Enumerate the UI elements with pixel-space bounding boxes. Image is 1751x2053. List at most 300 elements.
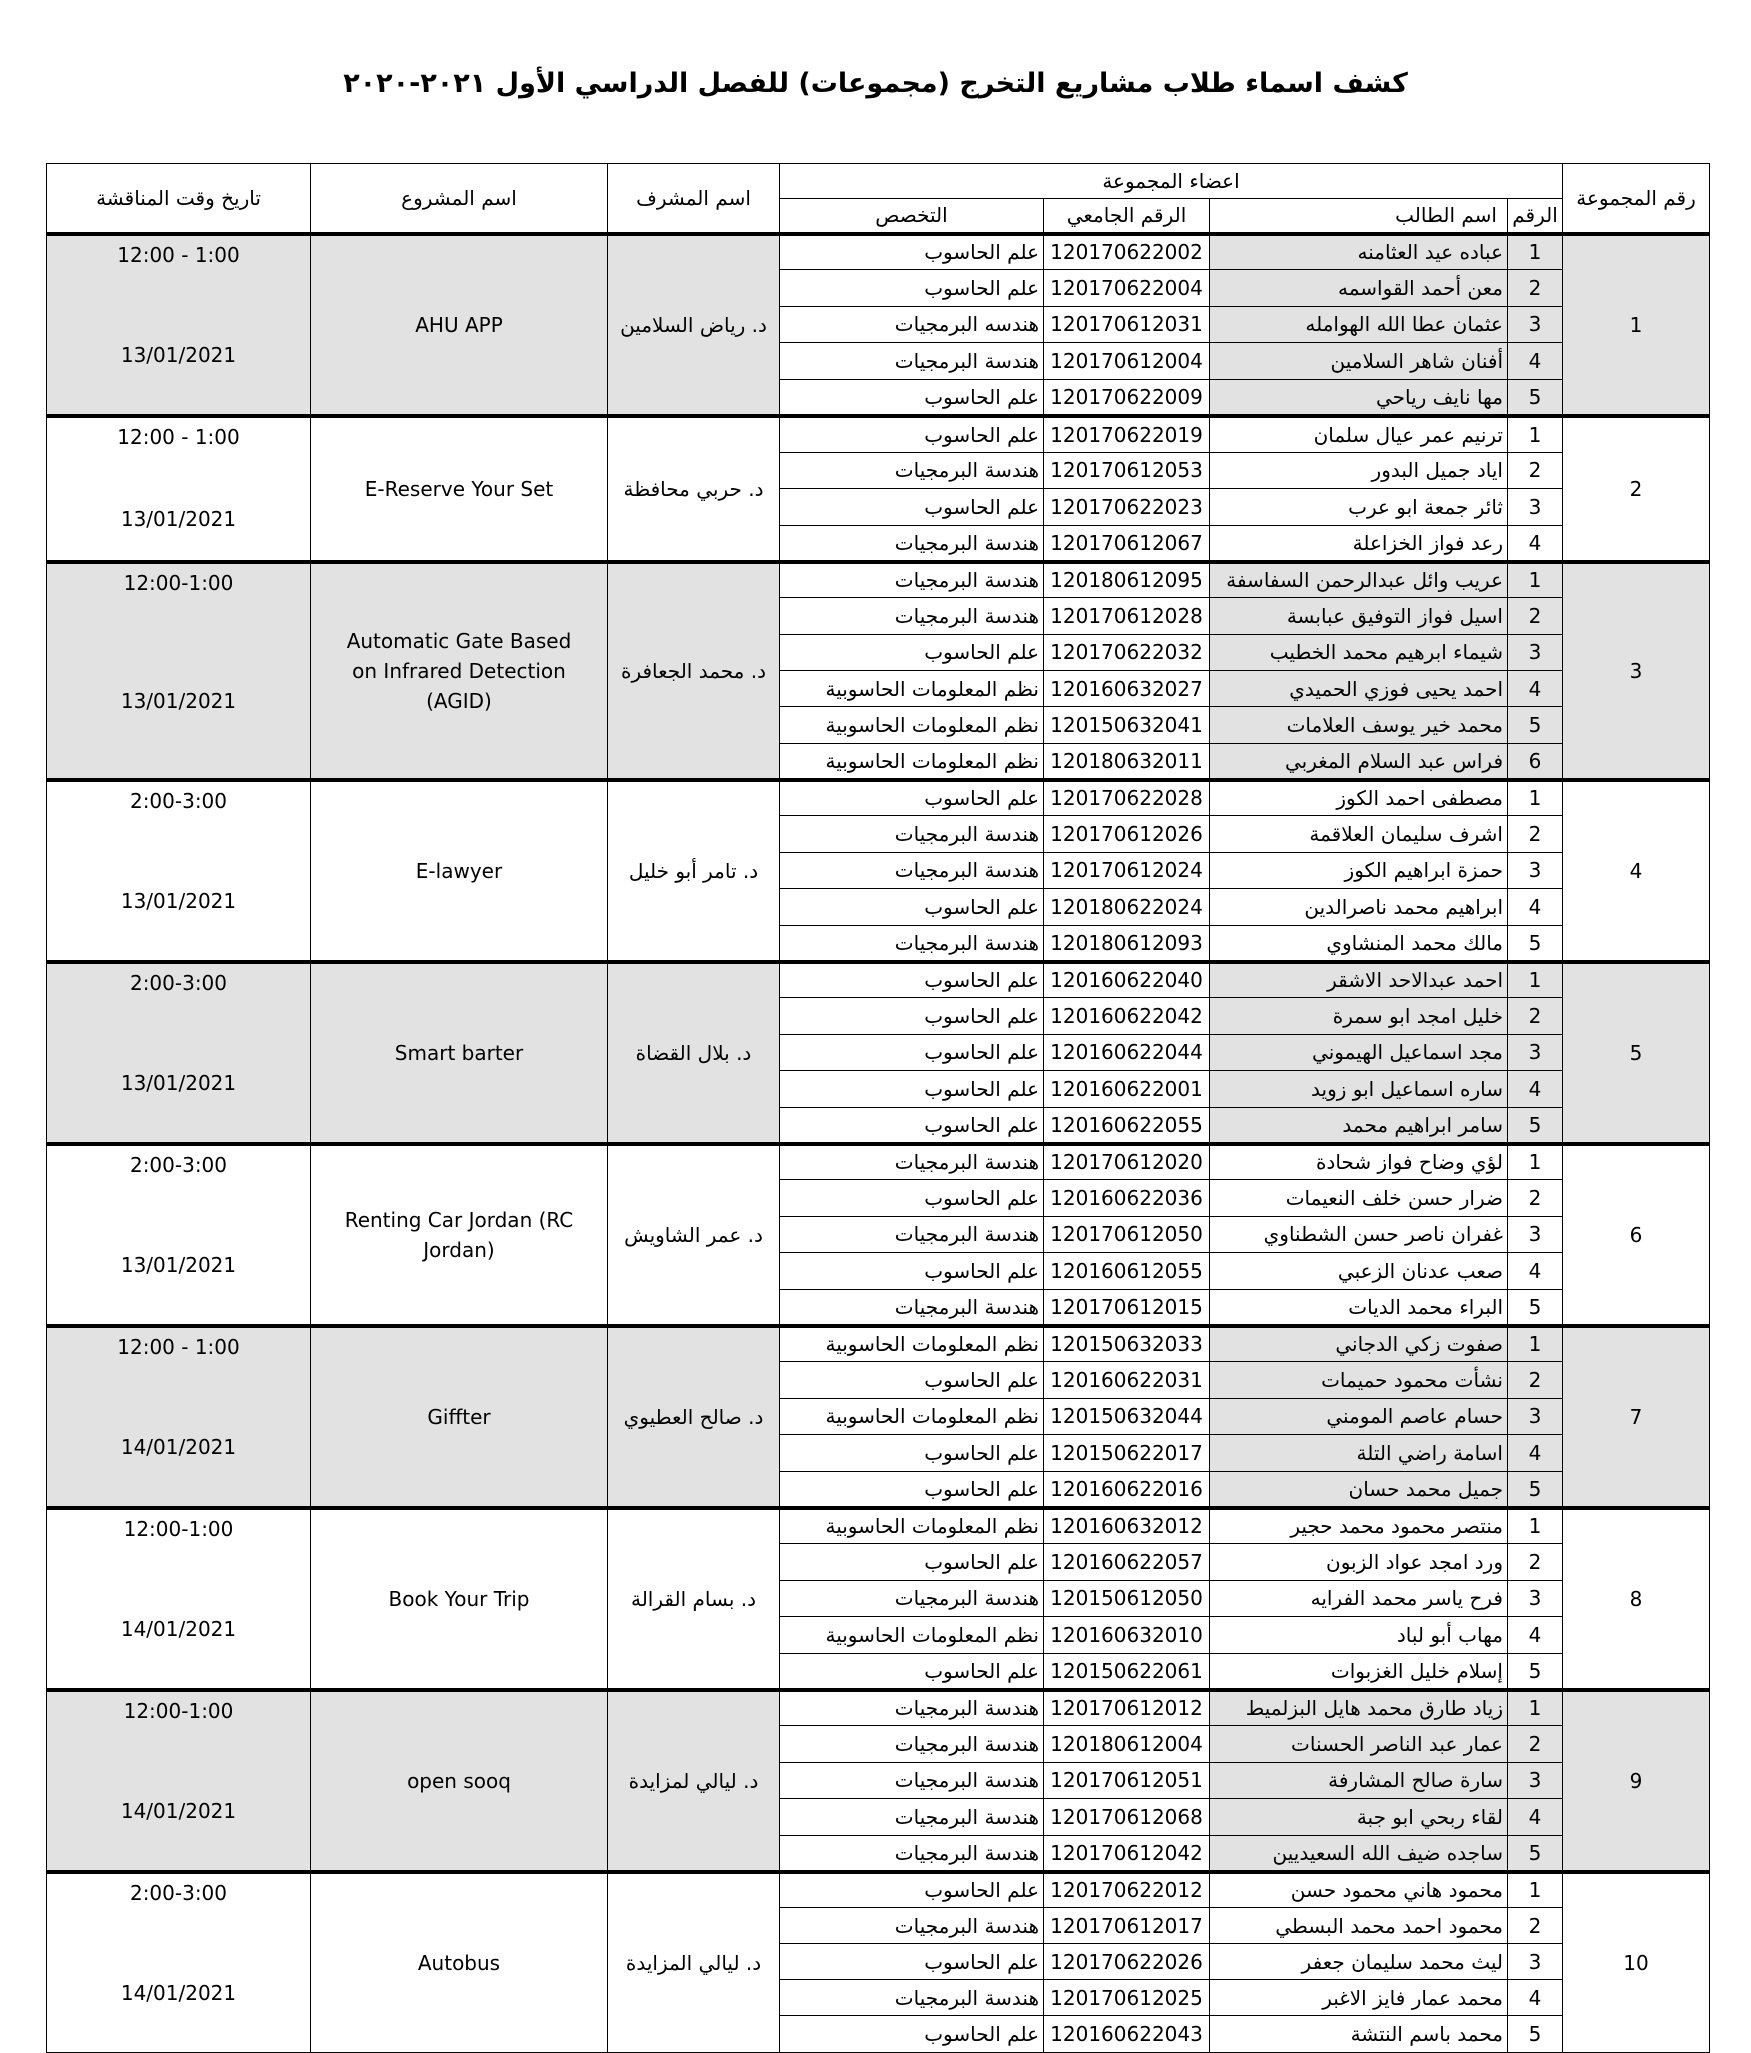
university-id: 120170612031 bbox=[1044, 306, 1210, 342]
student-number: 3 bbox=[1508, 1944, 1563, 1980]
university-id: 120170622004 bbox=[1044, 270, 1210, 306]
student-number: 3 bbox=[1508, 1762, 1563, 1798]
header-members: اعضاء المجموعة bbox=[780, 164, 1563, 199]
student-major: هندسة البرمجيات bbox=[780, 1762, 1044, 1798]
project-name bbox=[311, 416, 608, 562]
university-id: 120160622043 bbox=[1044, 2016, 1210, 2052]
student-major: علم الحاسوب bbox=[780, 1435, 1044, 1471]
group-1 bbox=[47, 234, 1710, 416]
university-id: 120170622002 bbox=[1044, 234, 1210, 270]
discussion-date: 14/01/2021 bbox=[120, 1616, 237, 1641]
discussion-datetime bbox=[47, 1508, 311, 1690]
student-name: اسيل فواز التوفيق عبابسة bbox=[1210, 598, 1508, 634]
student-number: 1 bbox=[1508, 416, 1563, 453]
discussion-time: 12:00 - 1:00 bbox=[117, 242, 240, 267]
discussion-time: 2:00-3:00 bbox=[129, 1880, 228, 1905]
university-id: 120170622012 bbox=[1044, 1872, 1210, 1908]
student-major: نظم المعلومات الحاسوبية bbox=[780, 1326, 1044, 1362]
university-id: 120170622019 bbox=[1044, 416, 1210, 453]
student-name: جميل محمد حسان bbox=[1210, 1471, 1508, 1507]
university-id: 120160622001 bbox=[1044, 1071, 1210, 1107]
student-number: 2 bbox=[1508, 1908, 1563, 1944]
student-name: غفران ناصر حسن الشطناوي bbox=[1210, 1216, 1508, 1252]
university-id: 120150632041 bbox=[1044, 707, 1210, 743]
student-name: ساره اسماعيل ابو زويد bbox=[1210, 1071, 1508, 1107]
project-name bbox=[311, 562, 608, 780]
student-major: نظم المعلومات الحاسوبية bbox=[780, 670, 1044, 706]
discussion-date: 13/01/2021 bbox=[120, 688, 237, 713]
university-id: 120170612067 bbox=[1044, 525, 1210, 562]
university-id: 120160622044 bbox=[1044, 1034, 1210, 1070]
student-name: عمار عبد الناصر الحسنات bbox=[1210, 1726, 1508, 1762]
group-number: 6 bbox=[1563, 1144, 1710, 1326]
discussion-time: 12:00-1:00 bbox=[123, 1516, 234, 1541]
project-name bbox=[311, 1144, 608, 1326]
student-major: هندسة البرمجيات bbox=[780, 1690, 1044, 1726]
student-number: 2 bbox=[1508, 998, 1563, 1034]
student-number: 6 bbox=[1508, 743, 1563, 779]
student-name: حسام عاصم المومني bbox=[1210, 1398, 1508, 1434]
student-major: علم الحاسوب bbox=[780, 1653, 1044, 1689]
university-id: 120170612025 bbox=[1044, 1980, 1210, 2016]
group-number: 4 bbox=[1563, 780, 1710, 962]
student-number: 5 bbox=[1508, 1107, 1563, 1143]
group-9 bbox=[47, 1690, 1710, 1872]
student-name: نشأت محمود حميمات bbox=[1210, 1362, 1508, 1398]
discussion-date: 13/01/2021 bbox=[120, 888, 237, 913]
page-title: كشف اسماء طلاب مشاريع التخرج (مجموعات) للفصل الدراسي الأول ٢٠٢١-٢٠٢٠ bbox=[343, 68, 1408, 99]
discussion-date: 13/01/2021 bbox=[120, 1070, 237, 1095]
student-number: 3 bbox=[1508, 1034, 1563, 1070]
student-number: 4 bbox=[1508, 1071, 1563, 1107]
student-name: ورد امجد عواد الزبون bbox=[1210, 1544, 1508, 1580]
student-number: 1 bbox=[1508, 962, 1563, 998]
project-name-text: Giffter bbox=[427, 1404, 491, 1429]
student-number: 2 bbox=[1508, 1180, 1563, 1216]
student-name: شيماء ابرهيم محمد الخطيب bbox=[1210, 634, 1508, 670]
student-name: مهاب أبو لباد bbox=[1210, 1617, 1508, 1653]
university-id: 120170622026 bbox=[1044, 1944, 1210, 1980]
student-major: هندسة البرمجيات bbox=[780, 525, 1044, 562]
student-name: ترنيم عمر عيال سلمان bbox=[1210, 416, 1508, 453]
student-name: حمزة ابراهيم الكوز bbox=[1210, 852, 1508, 888]
discussion-datetime bbox=[47, 962, 311, 1144]
supervisor-name: د. محمد الجعافرة bbox=[608, 562, 780, 780]
student-major: علم الحاسوب bbox=[780, 1107, 1044, 1143]
table-row bbox=[47, 1872, 1710, 1908]
table-row bbox=[47, 234, 1710, 270]
university-id: 120160632012 bbox=[1044, 1508, 1210, 1544]
table-row bbox=[47, 1508, 1710, 1544]
discussion-datetime bbox=[47, 234, 311, 416]
student-name: عريب وائل عبدالرحمن السفاسفة bbox=[1210, 562, 1508, 598]
university-id: 120170612004 bbox=[1044, 343, 1210, 379]
student-major: هندسة البرمجيات bbox=[780, 1908, 1044, 1944]
group-number: 5 bbox=[1563, 962, 1710, 1144]
student-name: سارة صالح المشارفة bbox=[1210, 1762, 1508, 1798]
project-name-text: open sooq bbox=[407, 1768, 511, 1793]
student-name: محمد عمار فايز الاغبر bbox=[1210, 1980, 1508, 2016]
student-major: علم الحاسوب bbox=[780, 889, 1044, 925]
student-name: احمد يحيى فوزي الحميدي bbox=[1210, 670, 1508, 706]
header-num: الرقم bbox=[1508, 199, 1563, 234]
university-id: 120150632033 bbox=[1044, 1326, 1210, 1362]
header-supervisor: اسم المشرف bbox=[608, 164, 780, 234]
student-number: 4 bbox=[1508, 525, 1563, 562]
student-major: هندسة البرمجيات bbox=[780, 925, 1044, 961]
discussion-date: 14/01/2021 bbox=[120, 1798, 237, 1823]
student-number: 1 bbox=[1508, 1508, 1563, 1544]
student-number: 5 bbox=[1508, 2016, 1563, 2052]
student-number: 4 bbox=[1508, 1617, 1563, 1653]
discussion-date: 13/01/2021 bbox=[120, 342, 237, 367]
student-major: علم الحاسوب bbox=[780, 234, 1044, 270]
group-6 bbox=[47, 1144, 1710, 1326]
discussion-datetime bbox=[47, 416, 311, 562]
university-id: 120170612042 bbox=[1044, 1835, 1210, 1871]
student-number: 4 bbox=[1508, 670, 1563, 706]
discussion-datetime bbox=[47, 780, 311, 962]
university-id: 120170622032 bbox=[1044, 634, 1210, 670]
student-number: 4 bbox=[1508, 1435, 1563, 1471]
university-id: 120170612026 bbox=[1044, 816, 1210, 852]
student-major: نظم المعلومات الحاسوبية bbox=[780, 1617, 1044, 1653]
group-4 bbox=[47, 780, 1710, 962]
student-number: 1 bbox=[1508, 1326, 1563, 1362]
university-id: 120170612015 bbox=[1044, 1289, 1210, 1325]
student-number: 5 bbox=[1508, 1471, 1563, 1507]
student-number: 1 bbox=[1508, 1690, 1563, 1726]
group-5 bbox=[47, 962, 1710, 1144]
project-name bbox=[311, 962, 608, 1144]
student-number: 1 bbox=[1508, 562, 1563, 598]
student-name: منتصر محمود محمد حجير bbox=[1210, 1508, 1508, 1544]
group-10 bbox=[47, 1872, 1710, 2053]
supervisor-name: د. عمر الشاويش bbox=[608, 1144, 780, 1326]
university-id: 120160622036 bbox=[1044, 1180, 1210, 1216]
supervisor-name: د. ليالي المزايدة bbox=[608, 1872, 780, 2053]
student-number: 3 bbox=[1508, 489, 1563, 526]
student-name: فرح ياسر محمد الفرايه bbox=[1210, 1580, 1508, 1616]
student-major: علم الحاسوب bbox=[780, 998, 1044, 1034]
supervisor-name: د. حربي محافظة bbox=[608, 416, 780, 562]
header-major: التخصص bbox=[780, 199, 1044, 234]
group-7 bbox=[47, 1326, 1710, 1508]
project-name bbox=[311, 1326, 608, 1508]
student-name: صفوت زكي الدجاني bbox=[1210, 1326, 1508, 1362]
group-number: 2 bbox=[1563, 416, 1710, 562]
project-name bbox=[311, 1872, 608, 2053]
header-university-id: الرقم الجامعي bbox=[1044, 199, 1210, 234]
student-number: 4 bbox=[1508, 1253, 1563, 1289]
university-id: 120170612051 bbox=[1044, 1762, 1210, 1798]
student-major: هندسة البرمجيات bbox=[780, 452, 1044, 489]
student-major: هندسة البرمجيات bbox=[780, 1580, 1044, 1616]
supervisor-name: د. رياض السلامين bbox=[608, 234, 780, 416]
student-major: علم الحاسوب bbox=[780, 1034, 1044, 1070]
project-name bbox=[311, 780, 608, 962]
student-major: هندسة البرمجيات bbox=[780, 1144, 1044, 1180]
student-number: 2 bbox=[1508, 816, 1563, 852]
student-major: علم الحاسوب bbox=[780, 2016, 1044, 2052]
student-name: محمد باسم النتشة bbox=[1210, 2016, 1508, 2052]
university-id: 120180612095 bbox=[1044, 562, 1210, 598]
student-major: هندسة البرمجيات bbox=[780, 1980, 1044, 2016]
student-major: هندسة البرمجيات bbox=[780, 852, 1044, 888]
student-name: مها نايف رياحي bbox=[1210, 379, 1508, 415]
student-name: محمود هاني محمود حسن bbox=[1210, 1872, 1508, 1908]
student-number: 2 bbox=[1508, 270, 1563, 306]
student-number: 3 bbox=[1508, 1398, 1563, 1434]
project-name-text: Autobus bbox=[417, 1950, 501, 1975]
student-major: هندسه البرمجيات bbox=[780, 306, 1044, 342]
discussion-time: 2:00-3:00 bbox=[129, 970, 228, 995]
student-name: اشرف سليمان العلاقمة bbox=[1210, 816, 1508, 852]
student-name: محمد خير يوسف العلامات bbox=[1210, 707, 1508, 743]
student-number: 4 bbox=[1508, 1980, 1563, 2016]
student-major: نظم المعلومات الحاسوبية bbox=[780, 1398, 1044, 1434]
table-row bbox=[47, 416, 1710, 453]
university-id: 120170612028 bbox=[1044, 598, 1210, 634]
university-id: 120160622042 bbox=[1044, 998, 1210, 1034]
group-number: 9 bbox=[1563, 1690, 1710, 1872]
student-number: 3 bbox=[1508, 1216, 1563, 1252]
student-name: صعب عدنان الزعبي bbox=[1210, 1253, 1508, 1289]
student-name: إسلام خليل الغزبوات bbox=[1210, 1653, 1508, 1689]
student-number: 4 bbox=[1508, 343, 1563, 379]
project-name-text: AHU APP bbox=[415, 312, 503, 337]
student-number: 1 bbox=[1508, 1144, 1563, 1180]
student-name: زياد طارق محمد هايل البزلميط bbox=[1210, 1690, 1508, 1726]
university-id: 120150632044 bbox=[1044, 1398, 1210, 1434]
project-name-text: Book Your Trip bbox=[388, 1586, 530, 1611]
student-number: 1 bbox=[1508, 780, 1563, 816]
discussion-time: 12:00-1:00 bbox=[123, 570, 234, 595]
student-name: احمد عبدالاحد الاشقر bbox=[1210, 962, 1508, 998]
student-major: علم الحاسوب bbox=[780, 1071, 1044, 1107]
student-number: 2 bbox=[1508, 1362, 1563, 1398]
student-major: علم الحاسوب bbox=[780, 1544, 1044, 1580]
university-id: 120160622057 bbox=[1044, 1544, 1210, 1580]
student-major: علم الحاسوب bbox=[780, 416, 1044, 453]
discussion-time: 2:00-3:00 bbox=[129, 788, 228, 813]
university-id: 120170622023 bbox=[1044, 489, 1210, 526]
student-major: نظم المعلومات الحاسوبية bbox=[780, 743, 1044, 779]
student-name: لؤي وضاح فواز شحادة bbox=[1210, 1144, 1508, 1180]
student-major: علم الحاسوب bbox=[780, 1471, 1044, 1507]
student-number: 2 bbox=[1508, 452, 1563, 489]
student-name: خليل امجد ابو سمرة bbox=[1210, 998, 1508, 1034]
university-id: 120180632011 bbox=[1044, 743, 1210, 779]
student-major: علم الحاسوب bbox=[780, 270, 1044, 306]
student-name: ابراهيم محمد ناصرالدين bbox=[1210, 889, 1508, 925]
student-name: البراء محمد الديات bbox=[1210, 1289, 1508, 1325]
supervisor-name: د. ليالي لمزايدة bbox=[608, 1690, 780, 1872]
student-number: 5 bbox=[1508, 707, 1563, 743]
student-name: اسامة راضي التلة bbox=[1210, 1435, 1508, 1471]
student-major: هندسة البرمجيات bbox=[780, 1726, 1044, 1762]
project-name-text: E-Reserve Your Set bbox=[364, 476, 554, 501]
university-id: 120170612017 bbox=[1044, 1908, 1210, 1944]
header-student-name: اسم الطالب bbox=[1210, 199, 1508, 234]
student-name: عباده عيد العثامنه bbox=[1210, 234, 1508, 270]
student-major: هندسة البرمجيات bbox=[780, 562, 1044, 598]
project-name-text: Smart barter bbox=[394, 1040, 524, 1065]
student-number: 2 bbox=[1508, 598, 1563, 634]
student-name: ثائر جمعة ابو عرب bbox=[1210, 489, 1508, 526]
group-8 bbox=[47, 1508, 1710, 1690]
supervisor-name: د. صالح العطيوي bbox=[608, 1326, 780, 1508]
university-id: 120170612024 bbox=[1044, 852, 1210, 888]
discussion-date: 14/01/2021 bbox=[120, 1434, 237, 1459]
discussion-datetime bbox=[47, 1690, 311, 1872]
student-major: نظم المعلومات الحاسوبية bbox=[780, 707, 1044, 743]
student-major: هندسة البرمجيات bbox=[780, 1289, 1044, 1325]
discussion-datetime bbox=[47, 1326, 311, 1508]
supervisor-name: د. تامر أبو خليل bbox=[608, 780, 780, 962]
university-id: 120180612093 bbox=[1044, 925, 1210, 961]
project-name-text: Automatic Gate Based on Infrared Detection (AGID) bbox=[346, 628, 572, 713]
table-row bbox=[47, 562, 1710, 598]
header-group-no: رقم المجموعة bbox=[1563, 164, 1710, 234]
student-major: هندسة البرمجيات bbox=[780, 343, 1044, 379]
group-number: 3 bbox=[1563, 562, 1710, 780]
student-number: 5 bbox=[1508, 1653, 1563, 1689]
student-number: 4 bbox=[1508, 1799, 1563, 1835]
university-id: 120180622024 bbox=[1044, 889, 1210, 925]
graduation-projects-table bbox=[46, 163, 1710, 2053]
discussion-date: 13/01/2021 bbox=[120, 1252, 237, 1277]
header-discussion-time: تاريخ وقت المناقشة bbox=[47, 164, 311, 234]
student-major: نظم المعلومات الحاسوبية bbox=[780, 1508, 1044, 1544]
student-name: لقاء ربحي ابو جبة bbox=[1210, 1799, 1508, 1835]
project-name-text: E-lawyer bbox=[415, 858, 503, 883]
student-major: علم الحاسوب bbox=[780, 1180, 1044, 1216]
discussion-time: 12:00-1:00 bbox=[123, 1698, 234, 1723]
student-name: أفنان شاهر السلامين bbox=[1210, 343, 1508, 379]
group-number: 8 bbox=[1563, 1508, 1710, 1690]
university-id: 120170612050 bbox=[1044, 1216, 1210, 1252]
student-number: 3 bbox=[1508, 306, 1563, 342]
student-major: هندسة البرمجيات bbox=[780, 1835, 1044, 1871]
student-number: 2 bbox=[1508, 1544, 1563, 1580]
student-name: عثمان عطا الله الهوامله bbox=[1210, 306, 1508, 342]
discussion-time: 2:00-3:00 bbox=[129, 1152, 228, 1177]
student-name: مجد اسماعيل الهيموني bbox=[1210, 1034, 1508, 1070]
university-id: 120160622040 bbox=[1044, 962, 1210, 998]
university-id: 120170612068 bbox=[1044, 1799, 1210, 1835]
student-name: محمود احمد محمد البسطي bbox=[1210, 1908, 1508, 1944]
student-major: علم الحاسوب bbox=[780, 1253, 1044, 1289]
student-number: 5 bbox=[1508, 1289, 1563, 1325]
group-number: 1 bbox=[1563, 234, 1710, 416]
student-name: ليث محمد سليمان جعفر bbox=[1210, 1944, 1508, 1980]
project-name bbox=[311, 1690, 608, 1872]
student-major: علم الحاسوب bbox=[780, 962, 1044, 998]
student-name: ساجده ضيف الله السعيديين bbox=[1210, 1835, 1508, 1871]
university-id: 120150622017 bbox=[1044, 1435, 1210, 1471]
student-major: علم الحاسوب bbox=[780, 1362, 1044, 1398]
university-id: 120180612004 bbox=[1044, 1726, 1210, 1762]
discussion-time: 12:00 - 1:00 bbox=[117, 424, 240, 449]
student-number: 5 bbox=[1508, 1835, 1563, 1871]
student-major: علم الحاسوب bbox=[780, 634, 1044, 670]
student-name: اياد جميل البدور bbox=[1210, 452, 1508, 489]
discussion-date: 14/01/2021 bbox=[120, 1980, 237, 2005]
university-id: 120150612050 bbox=[1044, 1580, 1210, 1616]
student-major: علم الحاسوب bbox=[780, 379, 1044, 415]
student-major: علم الحاسوب bbox=[780, 489, 1044, 526]
university-id: 120170622009 bbox=[1044, 379, 1210, 415]
university-id: 120170612012 bbox=[1044, 1690, 1210, 1726]
student-major: هندسة البرمجيات bbox=[780, 598, 1044, 634]
university-id: 120160632010 bbox=[1044, 1617, 1210, 1653]
group-2 bbox=[47, 416, 1710, 562]
project-name bbox=[311, 1508, 608, 1690]
student-number: 3 bbox=[1508, 634, 1563, 670]
university-id: 120150622061 bbox=[1044, 1653, 1210, 1689]
student-number: 5 bbox=[1508, 925, 1563, 961]
student-number: 4 bbox=[1508, 889, 1563, 925]
university-id: 120160622031 bbox=[1044, 1362, 1210, 1398]
student-number: 3 bbox=[1508, 1580, 1563, 1616]
header-project: اسم المشروع bbox=[311, 164, 608, 234]
discussion-time: 12:00 - 1:00 bbox=[117, 1334, 240, 1359]
university-id: 120170612053 bbox=[1044, 452, 1210, 489]
discussion-date: 13/01/2021 bbox=[120, 506, 237, 531]
project-name bbox=[311, 234, 608, 416]
student-major: هندسة البرمجيات bbox=[780, 816, 1044, 852]
supervisor-name: د. بسام القرالة bbox=[608, 1508, 780, 1690]
student-name: معن أحمد القواسمه bbox=[1210, 270, 1508, 306]
table-row bbox=[47, 962, 1710, 998]
student-name: مصطفى احمد الكوز bbox=[1210, 780, 1508, 816]
student-major: علم الحاسوب bbox=[780, 780, 1044, 816]
table-row bbox=[47, 1144, 1710, 1180]
university-id: 120160632027 bbox=[1044, 670, 1210, 706]
student-name: رعد فواز الخزاعلة bbox=[1210, 525, 1508, 562]
student-number: 1 bbox=[1508, 234, 1563, 270]
student-major: هندسة البرمجيات bbox=[780, 1799, 1044, 1835]
student-number: 5 bbox=[1508, 379, 1563, 415]
student-major: هندسة البرمجيات bbox=[780, 1216, 1044, 1252]
supervisor-name: د. بلال القضاة bbox=[608, 962, 780, 1144]
student-major: علم الحاسوب bbox=[780, 1944, 1044, 1980]
table-row bbox=[47, 780, 1710, 816]
project-name-text: Renting Car Jordan (RC Jordan) bbox=[344, 1207, 574, 1262]
group-number: 10 bbox=[1563, 1872, 1710, 2053]
university-id: 120170622028 bbox=[1044, 780, 1210, 816]
university-id: 120160612055 bbox=[1044, 1253, 1210, 1289]
university-id: 120170612020 bbox=[1044, 1144, 1210, 1180]
university-id: 120160622016 bbox=[1044, 1471, 1210, 1507]
table-row bbox=[47, 1690, 1710, 1726]
student-number: 3 bbox=[1508, 852, 1563, 888]
student-name: مالك محمد المنشاوي bbox=[1210, 925, 1508, 961]
table-row bbox=[47, 1326, 1710, 1362]
student-name: سامر ابراهيم محمد bbox=[1210, 1107, 1508, 1143]
student-name: فراس عبد السلام المغربي bbox=[1210, 743, 1508, 779]
student-number: 1 bbox=[1508, 1872, 1563, 1908]
student-major: علم الحاسوب bbox=[780, 1872, 1044, 1908]
discussion-datetime bbox=[47, 562, 311, 780]
group-3 bbox=[47, 562, 1710, 780]
group-number: 7 bbox=[1563, 1326, 1710, 1508]
discussion-datetime bbox=[47, 1144, 311, 1326]
university-id: 120160622055 bbox=[1044, 1107, 1210, 1143]
student-number: 2 bbox=[1508, 1726, 1563, 1762]
student-name: ضرار حسن خلف النعيمات bbox=[1210, 1180, 1508, 1216]
